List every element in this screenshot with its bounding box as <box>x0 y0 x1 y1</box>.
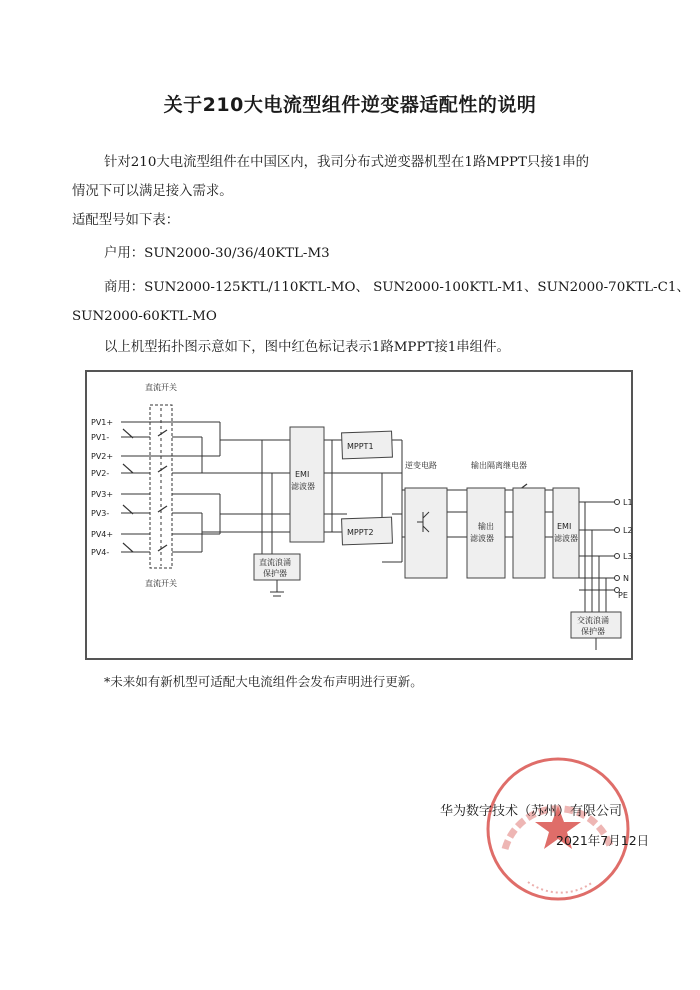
paragraph-2: 适配型号如下表： <box>72 213 180 228</box>
household-models: 户用：SUN2000-30/36/40KTL-M3 <box>104 246 330 261</box>
pv-label: PV4+ <box>91 530 114 539</box>
pv-label: PV4- <box>91 548 110 557</box>
dc-surge-label: 保护器 <box>263 569 287 578</box>
output-label: L2 <box>623 526 633 535</box>
pv-label: PV2- <box>91 469 110 478</box>
dc-surge-label: 直流浪涌 <box>259 558 291 567</box>
document-title: 关于210大电流型组件逆变器适配性的说明 <box>163 94 537 116</box>
topology-svg <box>87 372 631 658</box>
pv-label: PV3+ <box>91 490 114 499</box>
output-label: N <box>623 574 629 583</box>
pv-label: PV1- <box>91 433 110 442</box>
relay-box <box>513 488 545 578</box>
output-label: L3 <box>623 552 633 561</box>
dc-switch-top-label: 直流开关 <box>145 383 177 392</box>
output-label: L1 <box>623 498 633 507</box>
emi-left-label: EMI <box>295 470 310 479</box>
commercial-models-line-1: 商用：SUN2000-125KTL/110KTL-MO、 SUN2000-100KTL-M1、SUN2000-70KTL-C1、 <box>104 280 690 295</box>
emi-left-label: 滤波器 <box>291 482 315 491</box>
ac-surge-label: 保护器 <box>581 627 605 636</box>
paragraph-3: 以上机型拓扑图示意如下，图中红色标记表示1路MPPT接1串组件。 <box>104 340 510 355</box>
emi-filter-right <box>553 488 579 578</box>
paragraph-1-line-1: 针对210大电流型组件在中国区内，我司分布式逆变器机型在1路MPPT只接1串的 <box>104 155 589 170</box>
output-filter-label: 滤波器 <box>470 534 494 543</box>
pv-label: PV3- <box>91 509 110 518</box>
output-filter-box <box>467 488 505 578</box>
commercial-models-line-2: SUN2000-60KTL-MO <box>72 309 217 324</box>
mppt1-label: MPPT1 <box>347 442 374 451</box>
pv-label: PV2+ <box>91 452 114 461</box>
mppt2-label: MPPT2 <box>347 528 374 537</box>
inverter-box <box>405 488 447 578</box>
topology-diagram <box>85 370 633 660</box>
footnote: *未来如有新机型可适配大电流组件会发布声明进行更新。 <box>104 674 423 689</box>
emi-right-label: 滤波器 <box>554 534 578 543</box>
isolation-relay-label: 输出隔离继电器 <box>471 461 527 470</box>
output-filter-label: 输出 <box>478 522 494 531</box>
company-seal <box>483 754 633 904</box>
emi-right-label: EMI <box>557 522 572 531</box>
ac-surge-label: 交流浪涌 <box>577 616 609 625</box>
dc-switch-bottom-label: 直流开关 <box>145 579 177 588</box>
output-label: PE <box>618 591 628 600</box>
inverter-circuit-label: 逆变电路 <box>405 461 437 470</box>
document-date: 2021年7月12日 <box>556 833 650 848</box>
paragraph-1-line-2: 情况下可以满足接入需求。 <box>72 184 233 199</box>
company-name: 华为数字技术（苏州）有限公司 <box>440 804 623 819</box>
pv-label: PV1+ <box>91 418 114 427</box>
